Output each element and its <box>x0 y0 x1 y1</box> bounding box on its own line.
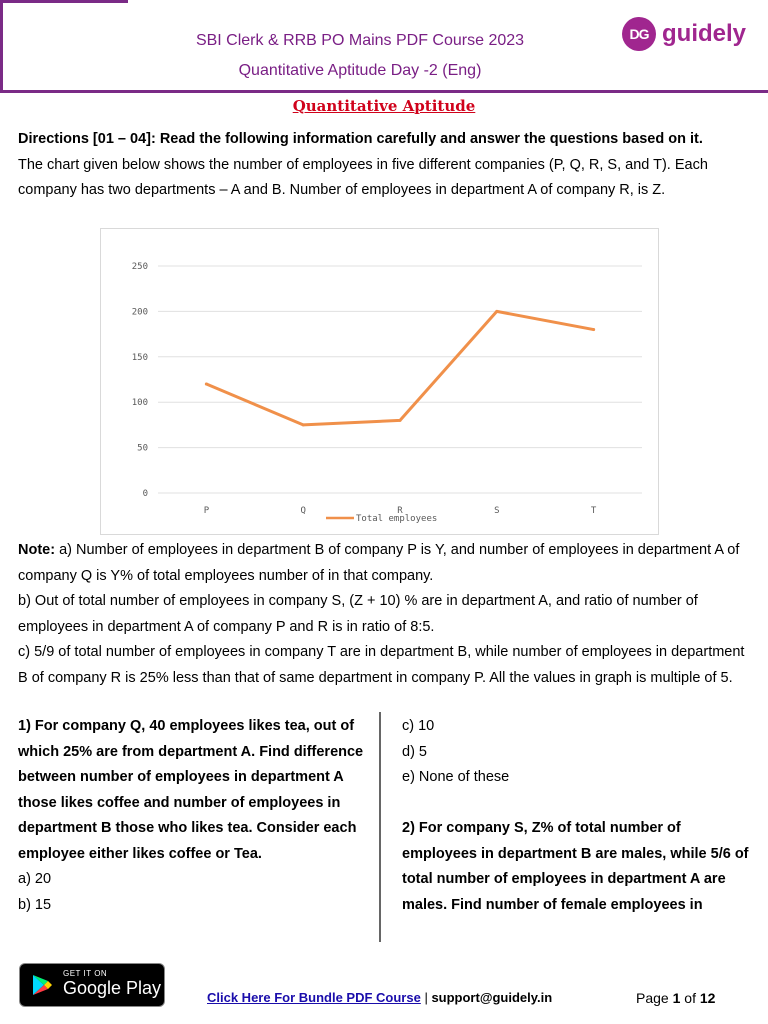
logo-text: guidely <box>662 20 747 47</box>
column-divider <box>379 712 381 942</box>
y-tick-label: 50 <box>137 443 148 454</box>
legend-label: Total employees <box>356 514 438 524</box>
left-column <box>18 714 370 918</box>
x-tick-label: Q <box>300 506 306 516</box>
question-2: 2) For company S, Z% of total number of employees in department B are males, while 5/6 of total number of employees in department A are males. Find number of female employees in <box>402 820 749 913</box>
series-line <box>206 311 593 425</box>
note-c: c) 5/9 of total number of employees in company T are in department B, while number of employees in department B of company R is 25% less than that of same department in company P. All the values in graph is multiple of 5. <box>18 644 745 686</box>
footer-separator: | <box>420 990 432 1005</box>
badge-big-text: Google Play <box>63 978 162 998</box>
page-indicator <box>636 990 715 1006</box>
y-tick-label: 150 <box>131 352 148 363</box>
header-title-line1: SBI Clerk & RRB PO Mains PDF Course 2023 <box>195 32 525 49</box>
page-of: of <box>684 990 696 1006</box>
chart-canvas <box>101 229 658 534</box>
header-corner-accent <box>0 0 3 92</box>
guidely-logo[interactable] <box>622 16 752 52</box>
note-block <box>18 538 753 691</box>
logo-mark-icon: DG <box>622 17 656 51</box>
directions-text: The chart given below shows the number of employees in five different companies (P, Q, R, S, and T). Each company has two departments – A and B. Number of employees in department A of company R, is Z. <box>18 156 708 198</box>
x-tick-label: S <box>494 506 500 516</box>
x-tick-label: R <box>397 506 403 516</box>
section-title: Quantitative Aptitude <box>292 97 476 115</box>
y-tick-label: 0 <box>142 489 148 499</box>
data-point <box>495 310 498 313</box>
page-label: Page <box>636 990 669 1006</box>
header-divider <box>0 90 768 93</box>
header-title-line2: Quantitative Aptitude Day -2 (Eng) <box>238 62 482 79</box>
right-column <box>402 714 752 918</box>
option-b: b) 15 <box>18 896 52 913</box>
google-play-badge[interactable] <box>19 963 165 1007</box>
badge-small-text: GET IT ON <box>63 969 108 978</box>
directions-label: Directions [01 – 04]: Read the following information carefully and answer the questions based on it. <box>18 131 703 147</box>
google-play-icon <box>30 973 54 997</box>
page-total: 12 <box>699 990 716 1006</box>
directions-block <box>18 127 753 204</box>
option-d: d) 5 <box>402 743 427 760</box>
option-e: e) None of these <box>402 769 510 785</box>
line-chart <box>100 228 659 535</box>
question-1: 1) For company Q, 40 employees likes tea, out of which 25% are from department A. Find difference between number of employees in department A those likes coffee and number of employees in department B those who likes tea. Consider each employee either likes coffee or Tea. <box>18 718 364 862</box>
data-point <box>302 423 305 426</box>
option-a: a) 20 <box>18 871 52 887</box>
data-point <box>205 383 208 386</box>
header-corner-accent-top <box>0 0 128 3</box>
option-c: c) 10 <box>402 718 435 734</box>
y-tick-label: 100 <box>131 398 148 409</box>
data-point <box>592 328 595 331</box>
x-tick-label: T <box>590 506 597 516</box>
note-label: Note: <box>18 542 56 558</box>
bundle-pdf-link[interactable]: Click Here For Bundle PDF Course <box>207 990 421 1005</box>
y-tick-label: 200 <box>131 307 148 318</box>
note-a: a) Number of employees in department B of company P is Y, and number of employees in department A of company Q is Y% of total employees number of in that company. <box>18 542 740 584</box>
data-point <box>399 419 402 422</box>
footer-links <box>207 990 552 1005</box>
y-tick-label: 250 <box>131 262 148 272</box>
support-email[interactable]: support@guidely.in <box>431 990 553 1005</box>
page-current: 1 <box>672 990 681 1006</box>
x-tick-label: P <box>203 506 210 516</box>
note-b: b) Out of total number of employees in company S, (Z + 10) % are in department A, and ratio of number of employees in department A of company P and R is in ratio of 8:5. <box>18 593 698 635</box>
